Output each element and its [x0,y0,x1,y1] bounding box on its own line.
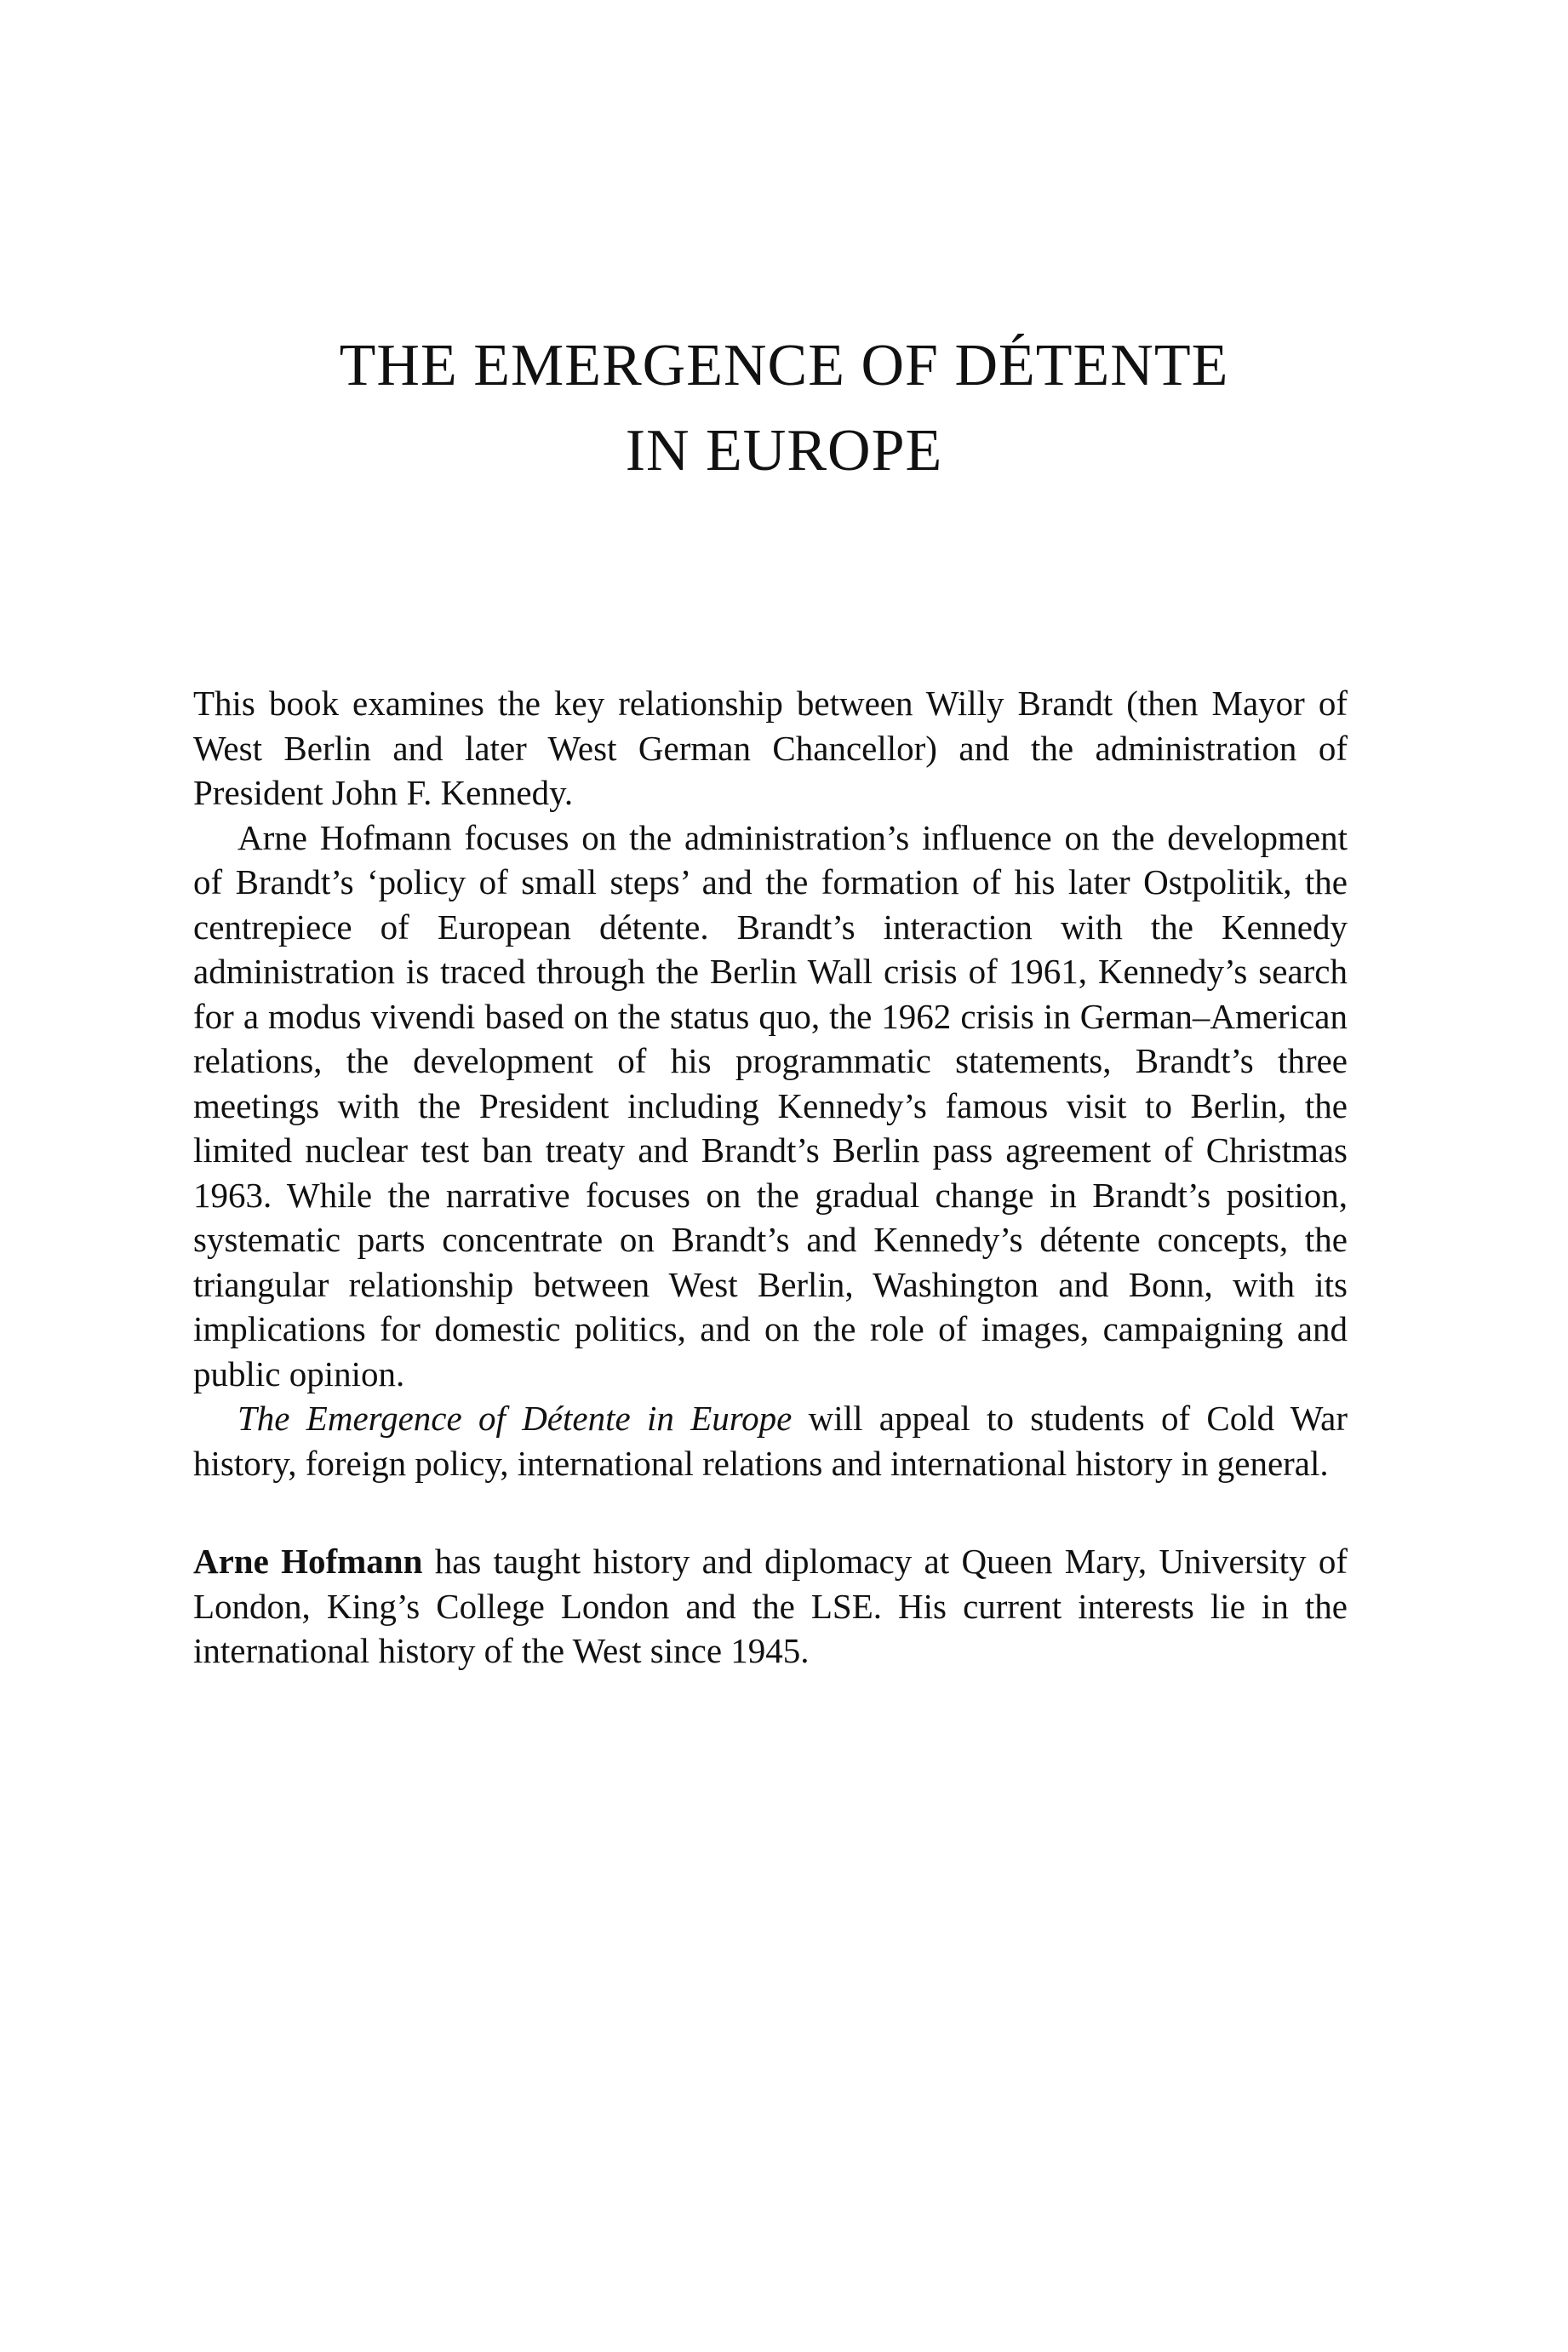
book-description [193,681,1348,1485]
book-title-reference: The Emergence of Détente in Europe [237,1399,793,1438]
book-title-line-1: THE EMERGENCE OF DÉTENTE [339,333,1229,398]
book-title-line-2: IN EUROPE [625,418,943,484]
description-paragraph-3-text: will appeal to students of Cold War history, foreign policy, international relations and international history in general. [193,1399,1348,1483]
author-name: Arne Hofmann [193,1542,423,1581]
book-title [0,323,1568,494]
description-paragraph-3 [193,1396,1348,1485]
description-paragraph-1: This book examines the key relationship between Willy Brandt (then Mayor of West Berlin and later West German Chancellor) and the administration of President John F. Kennedy. [193,684,1348,812]
description-paragraph-2: Arne Hofmann focuses on the administration’s influence on the development of Brandt’s ‘policy of small steps’ and the formation of his later Ostpolitik, the centrepiece of European détente. Brandt’s interaction with the Kennedy administration is traced through the Berlin Wall crisis of 1961, Kennedy’s search for a modus vivendi based on the status quo, the 1962 crisis in German–American relations, the development of his programmatic statements, Brandt’s three meetings with the President including Kennedy’s famous visit to Berlin, the limited nuclear test ban treaty and Brandt’s Berlin pass agreement of Christmas 1963. While the narrative focuses on the gradual change in Brandt’s position, systematic parts concentrate on Brandt’s and Kennedy’s détente concepts, the triangular relationship between West Berlin, Washington and Bonn, with its implications for domestic politics, and on the role of images, campaigning and public opinion. [193,817,1348,1393]
author-bio-paragraph [193,1539,1348,1674]
author-bio [193,1539,1348,1674]
author-bio-text: has taught history and diplomacy at Queen Mary, University of London, King’s College London and the LSE. His current interests lie in the international history of the West since 1945. [193,1542,1348,1670]
